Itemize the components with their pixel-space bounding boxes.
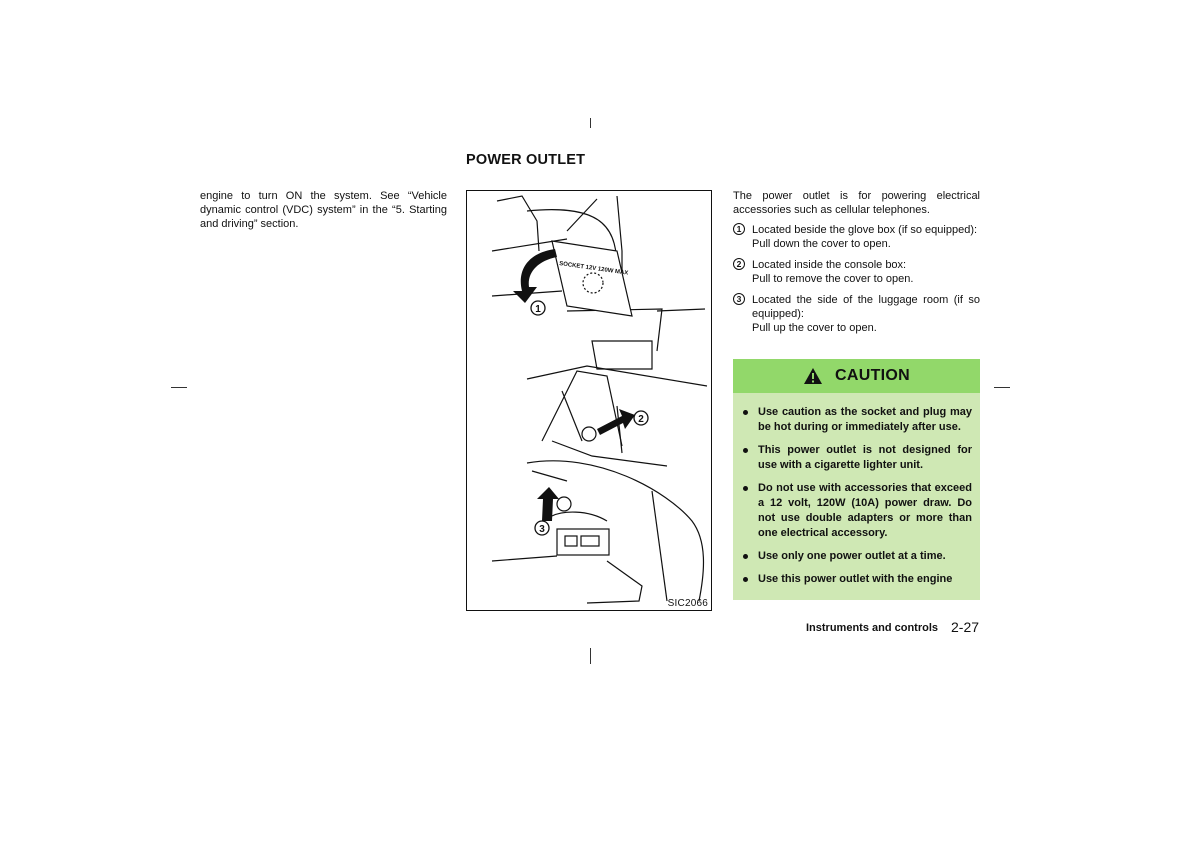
crop-mark-right xyxy=(994,387,1010,388)
power-outlet-illustration xyxy=(466,190,712,611)
caution-item-text: Use only one power outlet at a time. xyxy=(758,550,946,562)
caution-item-text: This power outlet is not designed for use with a cigarette lighter unit. xyxy=(758,444,972,471)
caution-list xyxy=(733,393,980,587)
section-title: POWER OUTLET xyxy=(466,152,586,168)
caution-item xyxy=(741,443,972,473)
caution-item xyxy=(741,405,972,435)
figure-code: SIC2066 xyxy=(667,598,708,609)
location-number-1: 1 xyxy=(733,223,745,235)
callout-3-label: 3 xyxy=(539,524,545,535)
illustration-drawing xyxy=(467,191,712,611)
socket-label: SOCKET 12V 120W MAX xyxy=(558,261,629,277)
location-action: Pull to remove the cover to open. xyxy=(752,273,914,285)
callout-1 xyxy=(531,301,545,315)
continued-text: engine to turn ON the system. See “Vehicle dynamic control (VDC) system” in the “5. Starting and driving” section. xyxy=(200,190,447,230)
callout-3 xyxy=(535,521,549,535)
location-item-2 xyxy=(733,258,980,286)
location-description: Located beside the glove box (if so equipped): xyxy=(752,224,978,236)
intro-text: The power outlet is for powering electrical accessories such as cellular telephones. xyxy=(733,190,980,216)
caution-item-text: Use caution as the socket and plug may be hot during or immediately after use. xyxy=(758,406,972,433)
location-description: Located inside the console box: xyxy=(752,259,907,271)
bullet-icon xyxy=(743,486,748,491)
footer-section-name: Instruments and controls xyxy=(806,622,939,634)
location-number-2: 2 xyxy=(733,258,745,270)
location-action: Pull up the cover to open. xyxy=(752,322,877,334)
location-item-3 xyxy=(733,293,980,335)
location-action: Pull down the cover to open. xyxy=(752,238,891,250)
page-number: 2-27 xyxy=(951,619,980,635)
right-column xyxy=(733,189,980,342)
caution-item-text: Do not use with accessories that exceed a 12 volt, 120W (10A) power draw. Do not use double adapters or more than one electrical accessory. xyxy=(758,482,972,539)
caution-box xyxy=(733,359,980,600)
warning-triangle-icon xyxy=(803,367,823,385)
location-item-1 xyxy=(733,223,980,251)
crop-mark-top xyxy=(590,118,591,128)
callout-2-label: 2 xyxy=(638,414,644,425)
caution-item xyxy=(741,481,972,541)
caution-item xyxy=(741,549,972,564)
crop-mark-left xyxy=(171,387,187,388)
bullet-icon xyxy=(743,577,748,582)
location-description: Located the side of the luggage room (if so equipped): xyxy=(752,294,980,320)
callout-2 xyxy=(634,411,648,425)
bullet-icon xyxy=(743,448,748,453)
bullet-icon xyxy=(743,410,748,415)
caution-header xyxy=(733,359,980,393)
caution-item-text: Use this power outlet with the engine xyxy=(758,573,953,585)
location-number-3: 3 xyxy=(733,293,745,305)
caution-item xyxy=(741,572,972,587)
bullet-icon xyxy=(743,554,748,559)
caution-title: CAUTION xyxy=(835,367,910,384)
crop-mark-bottom xyxy=(590,648,591,664)
callout-1-label: 1 xyxy=(535,304,541,315)
